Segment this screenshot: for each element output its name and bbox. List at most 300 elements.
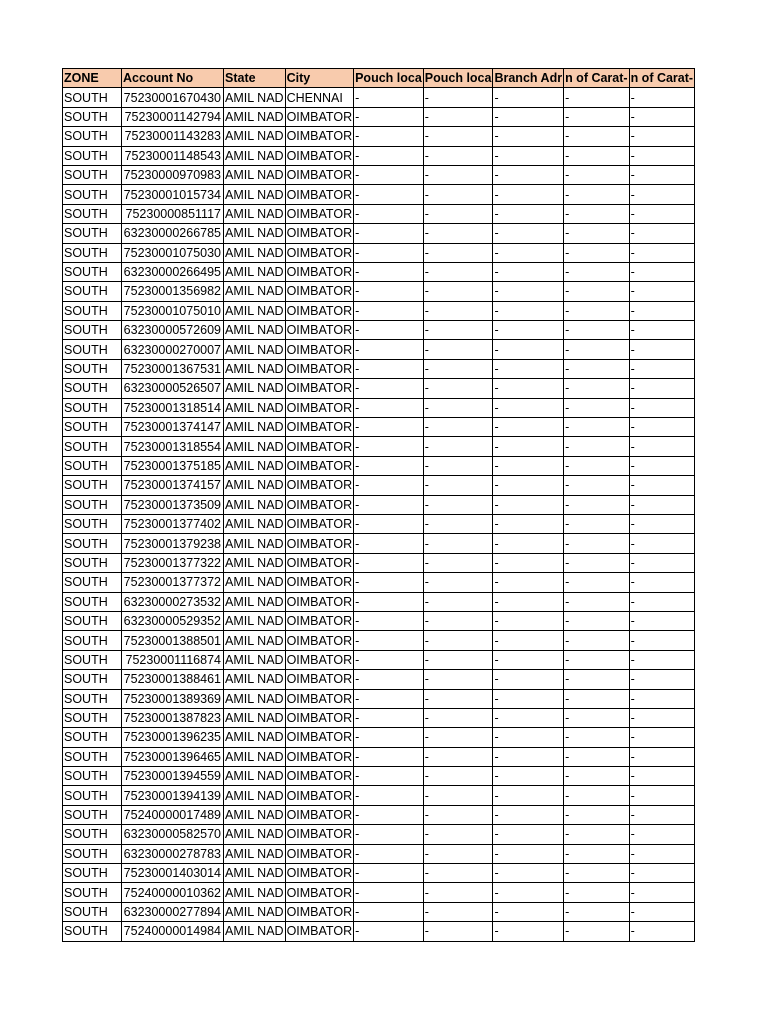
cell-carat-2[interactable]: - <box>629 476 695 495</box>
cell-city[interactable]: OIMBATOR <box>285 456 354 475</box>
cell-pouch-location-1[interactable]: - <box>354 534 424 553</box>
cell-state[interactable]: AMIL NAD <box>224 204 286 223</box>
cell-branch-address[interactable]: - <box>493 631 564 650</box>
cell-carat-2[interactable]: - <box>629 902 695 921</box>
cell-pouch-location-2[interactable]: - <box>423 573 493 592</box>
cell-account-no[interactable]: 75230001377402 <box>122 514 224 533</box>
cell-zone[interactable]: SOUTH <box>63 922 122 941</box>
cell-branch-address[interactable]: - <box>493 767 564 786</box>
cell-zone[interactable]: SOUTH <box>63 708 122 727</box>
cell-city[interactable]: OIMBATOR <box>285 864 354 883</box>
cell-pouch-location-1[interactable]: - <box>354 747 424 766</box>
cell-branch-address[interactable]: - <box>493 224 564 243</box>
cell-zone[interactable]: SOUTH <box>63 592 122 611</box>
cell-account-no[interactable]: 63230000278783 <box>122 844 224 863</box>
cell-state[interactable]: AMIL NAD <box>224 262 286 281</box>
cell-zone[interactable]: SOUTH <box>63 127 122 146</box>
cell-city[interactable]: OIMBATOR <box>285 514 354 533</box>
cell-carat-2[interactable]: - <box>629 185 695 204</box>
cell-carat-1[interactable]: - <box>564 379 630 398</box>
cell-state[interactable]: AMIL NAD <box>224 573 286 592</box>
cell-zone[interactable]: SOUTH <box>63 418 122 437</box>
cell-city[interactable]: OIMBATOR <box>285 398 354 417</box>
cell-account-no[interactable]: 63230000572609 <box>122 321 224 340</box>
cell-branch-address[interactable]: - <box>493 922 564 941</box>
cell-pouch-location-2[interactable]: - <box>423 146 493 165</box>
cell-account-no[interactable]: 75240000014984 <box>122 922 224 941</box>
cell-account-no[interactable]: 75230001373509 <box>122 495 224 514</box>
cell-zone[interactable]: SOUTH <box>63 825 122 844</box>
cell-pouch-location-2[interactable]: - <box>423 767 493 786</box>
cell-city[interactable]: OIMBATOR <box>285 611 354 630</box>
cell-pouch-location-2[interactable]: - <box>423 107 493 126</box>
cell-account-no[interactable]: 75230001374157 <box>122 476 224 495</box>
cell-state[interactable]: AMIL NAD <box>224 127 286 146</box>
cell-carat-1[interactable]: - <box>564 185 630 204</box>
cell-account-no[interactable]: 75230000970983 <box>122 165 224 184</box>
cell-state[interactable]: AMIL NAD <box>224 243 286 262</box>
cell-pouch-location-2[interactable]: - <box>423 495 493 514</box>
cell-zone[interactable]: SOUTH <box>63 243 122 262</box>
cell-pouch-location-1[interactable]: - <box>354 243 424 262</box>
cell-carat-1[interactable]: - <box>564 88 630 107</box>
cell-state[interactable]: AMIL NAD <box>224 321 286 340</box>
cell-pouch-location-1[interactable]: - <box>354 767 424 786</box>
cell-branch-address[interactable]: - <box>493 437 564 456</box>
cell-pouch-location-2[interactable]: - <box>423 282 493 301</box>
cell-pouch-location-2[interactable]: - <box>423 883 493 902</box>
cell-zone[interactable]: SOUTH <box>63 902 122 921</box>
cell-account-no[interactable]: 75230001377322 <box>122 553 224 572</box>
cell-city[interactable]: OIMBATOR <box>285 146 354 165</box>
cell-pouch-location-1[interactable]: - <box>354 495 424 514</box>
cell-pouch-location-2[interactable]: - <box>423 204 493 223</box>
cell-pouch-location-2[interactable]: - <box>423 418 493 437</box>
cell-city[interactable]: OIMBATOR <box>285 689 354 708</box>
cell-pouch-location-2[interactable]: - <box>423 864 493 883</box>
cell-carat-1[interactable]: - <box>564 864 630 883</box>
cell-pouch-location-1[interactable]: - <box>354 282 424 301</box>
cell-pouch-location-1[interactable]: - <box>354 670 424 689</box>
cell-city[interactable]: CHENNAI <box>285 88 354 107</box>
cell-state[interactable]: AMIL NAD <box>224 689 286 708</box>
cell-state[interactable]: AMIL NAD <box>224 708 286 727</box>
cell-state[interactable]: AMIL NAD <box>224 883 286 902</box>
cell-pouch-location-2[interactable]: - <box>423 321 493 340</box>
cell-pouch-location-1[interactable]: - <box>354 514 424 533</box>
cell-zone[interactable]: SOUTH <box>63 321 122 340</box>
cell-carat-2[interactable]: - <box>629 301 695 320</box>
cell-pouch-location-2[interactable]: - <box>423 631 493 650</box>
cell-zone[interactable]: SOUTH <box>63 844 122 863</box>
cell-zone[interactable]: SOUTH <box>63 107 122 126</box>
cell-account-no[interactable]: 75230001075010 <box>122 301 224 320</box>
cell-pouch-location-1[interactable]: - <box>354 379 424 398</box>
cell-zone[interactable]: SOUTH <box>63 534 122 553</box>
cell-branch-address[interactable]: - <box>493 107 564 126</box>
cell-carat-1[interactable]: - <box>564 514 630 533</box>
cell-account-no[interactable]: 75230001403014 <box>122 864 224 883</box>
cell-account-no[interactable]: 63230000277894 <box>122 902 224 921</box>
cell-state[interactable]: AMIL NAD <box>224 495 286 514</box>
cell-state[interactable]: AMIL NAD <box>224 456 286 475</box>
cell-pouch-location-2[interactable]: - <box>423 553 493 572</box>
cell-pouch-location-1[interactable]: - <box>354 107 424 126</box>
cell-carat-1[interactable]: - <box>564 611 630 630</box>
cell-pouch-location-2[interactable]: - <box>423 379 493 398</box>
cell-carat-1[interactable]: - <box>564 883 630 902</box>
cell-account-no[interactable]: 75230001389369 <box>122 689 224 708</box>
header-branch-address[interactable]: Branch Adr <box>493 69 564 88</box>
cell-carat-2[interactable]: - <box>629 282 695 301</box>
cell-zone[interactable]: SOUTH <box>63 340 122 359</box>
cell-pouch-location-2[interactable]: - <box>423 708 493 727</box>
cell-carat-1[interactable]: - <box>564 224 630 243</box>
cell-branch-address[interactable]: - <box>493 747 564 766</box>
cell-city[interactable]: OIMBATOR <box>285 165 354 184</box>
cell-account-no[interactable]: 75230001015734 <box>122 185 224 204</box>
cell-carat-2[interactable]: - <box>629 340 695 359</box>
cell-carat-1[interactable]: - <box>564 592 630 611</box>
cell-city[interactable]: OIMBATOR <box>285 670 354 689</box>
cell-branch-address[interactable]: - <box>493 243 564 262</box>
cell-carat-2[interactable]: - <box>629 728 695 747</box>
cell-zone[interactable]: SOUTH <box>63 650 122 669</box>
cell-carat-2[interactable]: - <box>629 844 695 863</box>
cell-pouch-location-1[interactable]: - <box>354 185 424 204</box>
cell-city[interactable]: OIMBATOR <box>285 573 354 592</box>
cell-branch-address[interactable]: - <box>493 708 564 727</box>
cell-account-no[interactable]: 75230000851117 <box>122 204 224 223</box>
cell-pouch-location-2[interactable]: - <box>423 224 493 243</box>
cell-zone[interactable]: SOUTH <box>63 767 122 786</box>
cell-zone[interactable]: SOUTH <box>63 573 122 592</box>
cell-zone[interactable]: SOUTH <box>63 165 122 184</box>
cell-pouch-location-1[interactable]: - <box>354 398 424 417</box>
cell-pouch-location-1[interactable]: - <box>354 728 424 747</box>
cell-city[interactable]: OIMBATOR <box>285 631 354 650</box>
cell-carat-2[interactable]: - <box>629 437 695 456</box>
cell-carat-1[interactable]: - <box>564 243 630 262</box>
cell-carat-2[interactable]: - <box>629 146 695 165</box>
cell-city[interactable]: OIMBATOR <box>285 243 354 262</box>
cell-branch-address[interactable]: - <box>493 127 564 146</box>
cell-city[interactable]: OIMBATOR <box>285 534 354 553</box>
cell-city[interactable]: OIMBATOR <box>285 553 354 572</box>
cell-carat-2[interactable]: - <box>629 398 695 417</box>
cell-pouch-location-1[interactable]: - <box>354 321 424 340</box>
cell-zone[interactable]: SOUTH <box>63 883 122 902</box>
cell-pouch-location-1[interactable]: - <box>354 224 424 243</box>
cell-carat-1[interactable]: - <box>564 902 630 921</box>
cell-carat-2[interactable]: - <box>629 127 695 146</box>
cell-pouch-location-2[interactable]: - <box>423 902 493 921</box>
cell-account-no[interactable]: 75230001142794 <box>122 107 224 126</box>
cell-zone[interactable]: SOUTH <box>63 728 122 747</box>
cell-account-no[interactable]: 75230001394139 <box>122 786 224 805</box>
cell-zone[interactable]: SOUTH <box>63 689 122 708</box>
cell-branch-address[interactable]: - <box>493 495 564 514</box>
cell-carat-2[interactable]: - <box>629 262 695 281</box>
cell-zone[interactable]: SOUTH <box>63 185 122 204</box>
cell-account-no[interactable]: 75230001394559 <box>122 767 224 786</box>
cell-carat-2[interactable]: - <box>629 359 695 378</box>
cell-state[interactable]: AMIL NAD <box>224 728 286 747</box>
cell-pouch-location-2[interactable]: - <box>423 805 493 824</box>
cell-state[interactable]: AMIL NAD <box>224 534 286 553</box>
cell-carat-2[interactable]: - <box>629 224 695 243</box>
cell-pouch-location-1[interactable]: - <box>354 262 424 281</box>
cell-account-no[interactable]: 75230001396235 <box>122 728 224 747</box>
cell-pouch-location-2[interactable]: - <box>423 165 493 184</box>
cell-carat-2[interactable]: - <box>629 670 695 689</box>
cell-state[interactable]: AMIL NAD <box>224 553 286 572</box>
cell-branch-address[interactable]: - <box>493 553 564 572</box>
cell-branch-address[interactable]: - <box>493 650 564 669</box>
cell-carat-1[interactable]: - <box>564 418 630 437</box>
cell-pouch-location-1[interactable]: - <box>354 476 424 495</box>
cell-carat-1[interactable]: - <box>564 534 630 553</box>
cell-city[interactable]: OIMBATOR <box>285 805 354 824</box>
cell-account-no[interactable]: 75230001116874 <box>122 650 224 669</box>
cell-carat-2[interactable]: - <box>629 708 695 727</box>
cell-account-no[interactable]: 63230000266785 <box>122 224 224 243</box>
cell-state[interactable]: AMIL NAD <box>224 301 286 320</box>
cell-pouch-location-1[interactable]: - <box>354 88 424 107</box>
cell-carat-2[interactable]: - <box>629 883 695 902</box>
cell-branch-address[interactable]: - <box>493 456 564 475</box>
cell-account-no[interactable]: 75230001318514 <box>122 398 224 417</box>
cell-pouch-location-1[interactable]: - <box>354 359 424 378</box>
cell-state[interactable]: AMIL NAD <box>224 282 286 301</box>
cell-carat-2[interactable]: - <box>629 631 695 650</box>
header-city[interactable]: City <box>285 69 354 88</box>
cell-state[interactable]: AMIL NAD <box>224 340 286 359</box>
cell-pouch-location-2[interactable]: - <box>423 476 493 495</box>
cell-branch-address[interactable]: - <box>493 902 564 921</box>
cell-carat-2[interactable]: - <box>629 922 695 941</box>
cell-state[interactable]: AMIL NAD <box>224 786 286 805</box>
cell-city[interactable]: OIMBATOR <box>285 902 354 921</box>
cell-carat-2[interactable]: - <box>629 204 695 223</box>
cell-pouch-location-2[interactable]: - <box>423 127 493 146</box>
cell-zone[interactable]: SOUTH <box>63 747 122 766</box>
cell-carat-1[interactable]: - <box>564 825 630 844</box>
cell-pouch-location-1[interactable]: - <box>354 844 424 863</box>
cell-pouch-location-2[interactable]: - <box>423 359 493 378</box>
cell-zone[interactable]: SOUTH <box>63 437 122 456</box>
cell-account-no[interactable]: 75230001670430 <box>122 88 224 107</box>
cell-city[interactable]: OIMBATOR <box>285 495 354 514</box>
cell-carat-1[interactable]: - <box>564 553 630 572</box>
cell-carat-1[interactable]: - <box>564 728 630 747</box>
cell-state[interactable]: AMIL NAD <box>224 146 286 165</box>
cell-branch-address[interactable]: - <box>493 844 564 863</box>
cell-city[interactable]: OIMBATOR <box>285 262 354 281</box>
cell-state[interactable]: AMIL NAD <box>224 767 286 786</box>
cell-pouch-location-1[interactable]: - <box>354 631 424 650</box>
cell-zone[interactable]: SOUTH <box>63 864 122 883</box>
cell-city[interactable]: OIMBATOR <box>285 359 354 378</box>
cell-zone[interactable]: SOUTH <box>63 359 122 378</box>
cell-pouch-location-1[interactable]: - <box>354 204 424 223</box>
cell-branch-address[interactable]: - <box>493 689 564 708</box>
cell-city[interactable]: OIMBATOR <box>285 301 354 320</box>
cell-branch-address[interactable]: - <box>493 359 564 378</box>
cell-account-no[interactable]: 75230001148543 <box>122 146 224 165</box>
cell-carat-2[interactable]: - <box>629 592 695 611</box>
cell-pouch-location-2[interactable]: - <box>423 670 493 689</box>
cell-branch-address[interactable]: - <box>493 670 564 689</box>
cell-city[interactable]: OIMBATOR <box>285 476 354 495</box>
cell-carat-1[interactable]: - <box>564 456 630 475</box>
cell-carat-1[interactable]: - <box>564 922 630 941</box>
cell-zone[interactable]: SOUTH <box>63 514 122 533</box>
cell-city[interactable]: OIMBATOR <box>285 340 354 359</box>
cell-zone[interactable]: SOUTH <box>63 631 122 650</box>
cell-city[interactable]: OIMBATOR <box>285 418 354 437</box>
cell-carat-2[interactable]: - <box>629 418 695 437</box>
cell-carat-2[interactable]: - <box>629 825 695 844</box>
cell-account-no[interactable]: 63230000529352 <box>122 611 224 630</box>
cell-city[interactable]: OIMBATOR <box>285 592 354 611</box>
header-zone[interactable]: ZONE <box>63 69 122 88</box>
cell-carat-1[interactable]: - <box>564 398 630 417</box>
cell-branch-address[interactable]: - <box>493 883 564 902</box>
cell-carat-1[interactable]: - <box>564 476 630 495</box>
cell-branch-address[interactable]: - <box>493 418 564 437</box>
cell-branch-address[interactable]: - <box>493 321 564 340</box>
cell-pouch-location-1[interactable]: - <box>354 864 424 883</box>
cell-branch-address[interactable]: - <box>493 398 564 417</box>
cell-state[interactable]: AMIL NAD <box>224 825 286 844</box>
cell-account-no[interactable]: 75230001143283 <box>122 127 224 146</box>
cell-pouch-location-2[interactable]: - <box>423 185 493 204</box>
cell-carat-1[interactable]: - <box>564 359 630 378</box>
cell-branch-address[interactable]: - <box>493 301 564 320</box>
cell-city[interactable]: OIMBATOR <box>285 728 354 747</box>
cell-carat-1[interactable]: - <box>564 670 630 689</box>
cell-account-no[interactable]: 75230001367531 <box>122 359 224 378</box>
cell-carat-2[interactable]: - <box>629 379 695 398</box>
cell-pouch-location-2[interactable]: - <box>423 611 493 630</box>
cell-pouch-location-2[interactable]: - <box>423 437 493 456</box>
cell-pouch-location-2[interactable]: - <box>423 728 493 747</box>
cell-carat-2[interactable]: - <box>629 88 695 107</box>
cell-state[interactable]: AMIL NAD <box>224 107 286 126</box>
cell-account-no[interactable]: 75230001374147 <box>122 418 224 437</box>
cell-pouch-location-1[interactable]: - <box>354 573 424 592</box>
cell-pouch-location-1[interactable]: - <box>354 165 424 184</box>
cell-branch-address[interactable]: - <box>493 262 564 281</box>
cell-carat-1[interactable]: - <box>564 650 630 669</box>
cell-carat-2[interactable]: - <box>629 747 695 766</box>
cell-carat-1[interactable]: - <box>564 786 630 805</box>
cell-state[interactable]: AMIL NAD <box>224 359 286 378</box>
cell-city[interactable]: OIMBATOR <box>285 224 354 243</box>
cell-city[interactable]: OIMBATOR <box>285 282 354 301</box>
cell-carat-2[interactable]: - <box>629 573 695 592</box>
cell-pouch-location-1[interactable]: - <box>354 553 424 572</box>
cell-carat-2[interactable]: - <box>629 534 695 553</box>
cell-state[interactable]: AMIL NAD <box>224 398 286 417</box>
cell-account-no[interactable]: 75230001388501 <box>122 631 224 650</box>
cell-carat-1[interactable]: - <box>564 127 630 146</box>
header-account-no[interactable]: Account No <box>122 69 224 88</box>
cell-city[interactable]: OIMBATOR <box>285 786 354 805</box>
cell-zone[interactable]: SOUTH <box>63 282 122 301</box>
cell-carat-1[interactable]: - <box>564 204 630 223</box>
cell-state[interactable]: AMIL NAD <box>224 592 286 611</box>
cell-account-no[interactable]: 63230000273532 <box>122 592 224 611</box>
cell-state[interactable]: AMIL NAD <box>224 418 286 437</box>
cell-state[interactable]: AMIL NAD <box>224 864 286 883</box>
cell-carat-1[interactable]: - <box>564 437 630 456</box>
cell-branch-address[interactable]: - <box>493 534 564 553</box>
cell-carat-2[interactable]: - <box>629 805 695 824</box>
cell-zone[interactable]: SOUTH <box>63 301 122 320</box>
cell-city[interactable]: OIMBATOR <box>285 747 354 766</box>
cell-pouch-location-2[interactable]: - <box>423 650 493 669</box>
cell-zone[interactable]: SOUTH <box>63 262 122 281</box>
cell-branch-address[interactable]: - <box>493 573 564 592</box>
cell-zone[interactable]: SOUTH <box>63 204 122 223</box>
cell-carat-2[interactable]: - <box>629 165 695 184</box>
cell-carat-1[interactable]: - <box>564 262 630 281</box>
cell-city[interactable]: OIMBATOR <box>285 127 354 146</box>
cell-branch-address[interactable]: - <box>493 476 564 495</box>
cell-account-no[interactable]: 63230000270007 <box>122 340 224 359</box>
header-carat-1[interactable]: n of Carat- <box>564 69 630 88</box>
cell-zone[interactable]: SOUTH <box>63 88 122 107</box>
cell-carat-2[interactable]: - <box>629 107 695 126</box>
cell-branch-address[interactable]: - <box>493 340 564 359</box>
cell-carat-1[interactable]: - <box>564 573 630 592</box>
cell-zone[interactable]: SOUTH <box>63 553 122 572</box>
cell-zone[interactable]: SOUTH <box>63 495 122 514</box>
cell-city[interactable]: OIMBATOR <box>285 767 354 786</box>
cell-branch-address[interactable]: - <box>493 611 564 630</box>
cell-pouch-location-2[interactable]: - <box>423 689 493 708</box>
cell-account-no[interactable]: 75230001377372 <box>122 573 224 592</box>
cell-carat-1[interactable]: - <box>564 165 630 184</box>
cell-pouch-location-2[interactable]: - <box>423 514 493 533</box>
cell-account-no[interactable]: 75240000017489 <box>122 805 224 824</box>
cell-pouch-location-1[interactable]: - <box>354 301 424 320</box>
cell-city[interactable]: OIMBATOR <box>285 107 354 126</box>
cell-carat-1[interactable]: - <box>564 631 630 650</box>
cell-carat-2[interactable]: - <box>629 767 695 786</box>
cell-zone[interactable]: SOUTH <box>63 670 122 689</box>
cell-city[interactable]: OIMBATOR <box>285 204 354 223</box>
cell-carat-2[interactable]: - <box>629 553 695 572</box>
cell-pouch-location-1[interactable]: - <box>354 456 424 475</box>
cell-pouch-location-2[interactable]: - <box>423 922 493 941</box>
cell-pouch-location-2[interactable]: - <box>423 262 493 281</box>
cell-account-no[interactable]: 75230001075030 <box>122 243 224 262</box>
cell-carat-1[interactable]: - <box>564 708 630 727</box>
cell-pouch-location-1[interactable]: - <box>354 437 424 456</box>
cell-state[interactable]: AMIL NAD <box>224 611 286 630</box>
cell-city[interactable]: OIMBATOR <box>285 650 354 669</box>
cell-account-no[interactable]: 75230001318554 <box>122 437 224 456</box>
cell-zone[interactable]: SOUTH <box>63 224 122 243</box>
cell-zone[interactable]: SOUTH <box>63 786 122 805</box>
cell-zone[interactable]: SOUTH <box>63 611 122 630</box>
cell-pouch-location-1[interactable]: - <box>354 805 424 824</box>
cell-pouch-location-1[interactable]: - <box>354 592 424 611</box>
cell-carat-1[interactable]: - <box>564 689 630 708</box>
